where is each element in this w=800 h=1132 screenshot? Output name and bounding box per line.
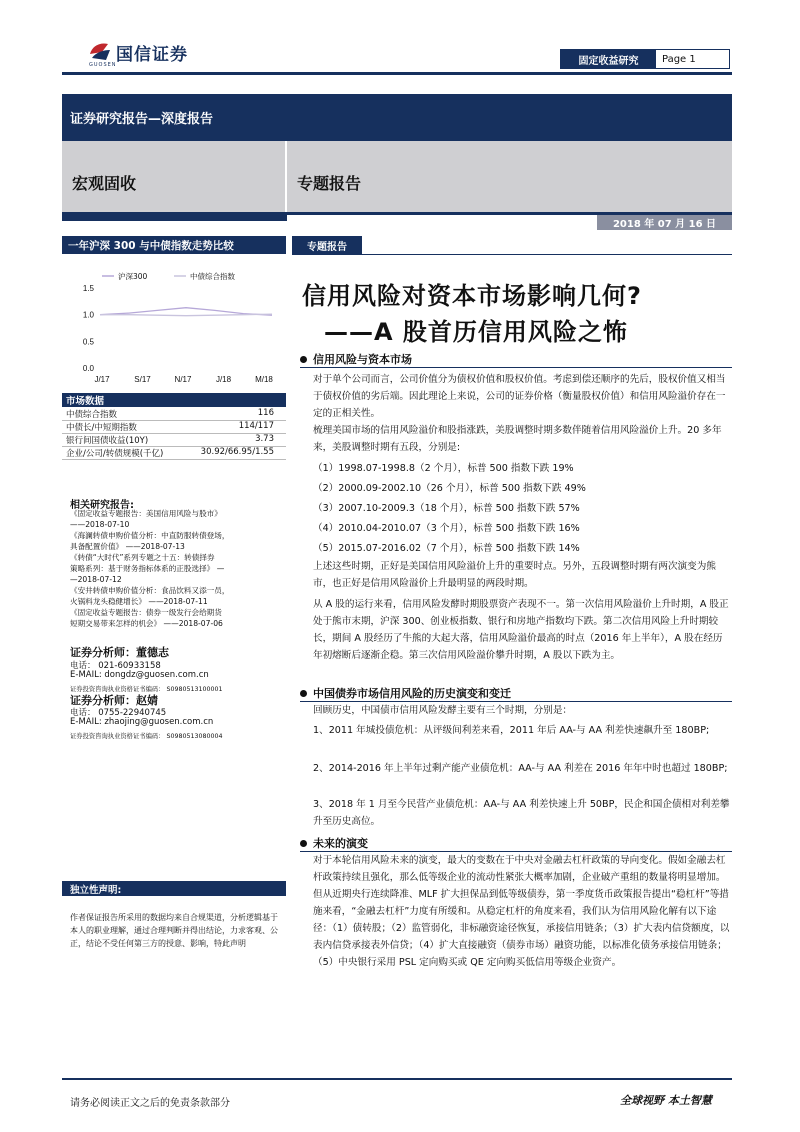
bullet-icon xyxy=(300,690,307,697)
related-report-line: 具备配置价值》 ——2018-07-13 xyxy=(70,542,185,551)
bullet-icon xyxy=(300,840,307,847)
related-report-line: 策略系列：基于财务指标体系的正股选择》 — xyxy=(70,564,225,573)
bullet-icon xyxy=(300,356,307,363)
market-value: 114/117 xyxy=(238,421,274,431)
paragraph: 3、2018 年 1 月至今民营产业债危机：AA-与 AA 利差快速上升 50BP，民企和国企债相对利差攀升至历史高位。 xyxy=(313,799,730,827)
analyst-phone: 电话： 0755-22940745 xyxy=(70,708,167,718)
header-category: 固定收益研究 xyxy=(561,50,656,68)
market-value: 3.73 xyxy=(255,434,274,444)
paragraph: 对于本轮信用风险未来的演变，最大的变数在于中央对金融去杠杆政策的导向变化。假如金融去杠杆政策持续且强化，那么低等级企业的流动性紧张大概率加剧，企业破产重组的数量将明显增加。但从近期央行连续降准、MLF 扩大担保品到低等级债券，第一季度货币政策报告提出“稳杠杆”等措施来看，“金融去杠杆”力度有所缓和。从稳定杠杆的角度来看，我们认为信用风险化解有以下途径：（1）债转股；（2）监管弱化，非标融资途径恢复，承接信用链条；（3）扩大表内信贷额度，以表内信贷承接表外信贷；（4）扩大直接融资（债券市场）融资功能，以标准化债务承接信用链条；（5）中央银行采用 PSL 定向购买或 QE 定向购买低信用等级企业资产。 xyxy=(313,855,730,968)
related-report-line: ——2018-07-10 xyxy=(70,520,130,529)
x-tick-label: M/18 xyxy=(255,375,273,384)
page-number: Page 1 xyxy=(662,53,696,65)
section-heading: 信用风险与资本市场 xyxy=(300,351,412,367)
section-rule xyxy=(300,367,732,368)
footer-disclaimer: 请务必阅读正文之后的免责条款部分 xyxy=(70,1098,230,1109)
x-tick-label: N/17 xyxy=(174,375,192,384)
independence-text: 作者保证报告所采用的数据均来自合规渠道，分析逻辑基于本人的职业理解，通过合理判断并得出结论，力求客观、公正，结论不受任何第三方的授意、影响，特此声明 xyxy=(70,913,278,948)
analyst-cert: 证券投资咨询执业资格证书编码： S0980513080004 xyxy=(70,733,223,740)
logo-sub: GUOSEN xyxy=(89,62,117,68)
analyst-email[interactable]: E-MAIL: dongdz@guosen.com.cn xyxy=(70,670,209,680)
market-row xyxy=(62,421,286,434)
market-label: 中债综合指数 xyxy=(66,410,118,420)
related-report-line: —2018-07-12 xyxy=(70,575,122,584)
header-rule xyxy=(62,72,732,75)
related-report-line: 《转债“大时代”系列专题之十五：转债择券 xyxy=(70,553,215,562)
list-item: （5）2015.07-2016.02（7 个月），标普 500 指数下跌 14% xyxy=(313,543,580,554)
analyst-phone: 电话： 021-60933158 xyxy=(70,661,161,671)
left-category: 宏观固收 xyxy=(72,174,137,193)
list-item: （3）2007.10-2009.3（18 个月），标普 500 指数下跌 57% xyxy=(313,503,580,514)
market-value: 116 xyxy=(257,408,274,418)
market-label: 企业/公司/转债规模(千亿) xyxy=(66,449,164,459)
independence-heading: 独立性声明: xyxy=(62,881,286,896)
index-chart xyxy=(62,262,286,390)
y-tick-label: 0.5 xyxy=(82,337,94,347)
y-tick-label: 1.0 xyxy=(82,310,94,320)
section-tag: 专题报告 xyxy=(292,236,362,254)
market-data-heading: 市场数据 xyxy=(62,393,286,407)
list-item: （4）2010.04-2010.07（3 个月），标普 500 指数下跌 16% xyxy=(313,523,580,534)
right-category-band xyxy=(287,141,732,212)
related-report-line: 火锅料龙头稳健增长》 ——2018-07-11 xyxy=(70,597,208,606)
paragraph: 从 A 股的运行来看，信用风险发酵时期股票资产表现不一。第一次信用风险溢价上升时期，A 股正处于熊市末期，沪深 300、创业板指数、银行和房地产指数均下跌。第二次信用风险上升时期较长，期间 A 股经历了牛熊的大起大落，信用风险溢价最高的时点（2016 年上半年），A 股在经历年初熔断后逐渐企稳。第三次信用风险溢价攀升时期，A 股以下跌为主。 xyxy=(313,599,729,661)
analyst-name: 证券分析师：赵婧 xyxy=(70,694,158,707)
related-report-line: 《安井转债申购价值分析：食品饮料又添一员， xyxy=(70,586,230,595)
market-row xyxy=(62,408,286,421)
market-label: 中债长/中短期指数 xyxy=(66,423,137,433)
related-report-line: 《海澜转债申购价值分析：中直防服转债登场， xyxy=(70,531,230,540)
related-report-line: 短期交易带来怎样的机会》 ——2018-07-06 xyxy=(70,619,223,628)
footer-slogan: 全球视野 本土智慧 xyxy=(620,1094,712,1107)
y-tick-label: 0.0 xyxy=(82,364,94,373)
section-tag-rule xyxy=(292,254,732,255)
analyst-email[interactable]: E-MAIL: zhaojing@guosen.com.cn xyxy=(70,717,214,727)
market-row xyxy=(62,447,286,460)
legend-label: 沪深300 xyxy=(118,272,148,281)
chart-heading: 一年沪深 300 与中债指数走势比较 xyxy=(62,236,286,254)
related-reports-title: 相关研究报告: xyxy=(70,500,134,511)
list-item: （1）1998.07-1998.8（2 个月），标普 500 指数下跌 19% xyxy=(313,463,574,474)
series-line xyxy=(100,314,272,316)
paragraph: 对于单个公司而言，公司价值分为债权价值和股权价值。考虑到偿还顺序的先后，股权价值又相当于债权价值的劣后端。因此理论上来说，公司的证券价格（衡量股权价值）和信用风险溢价存在一定的正相关性。 xyxy=(313,374,726,419)
logo-name: 国信证券 xyxy=(116,45,188,65)
analyst-cert: 证券投资咨询执业资格证书编码： S0980513100001 xyxy=(70,686,223,693)
y-tick-label: 1.5 xyxy=(82,284,94,293)
related-report-line: 《固定收益专题报告：美国信用风险与股市》 xyxy=(70,509,222,518)
left-category-band xyxy=(62,141,286,212)
header-box xyxy=(560,49,730,69)
x-tick-label: J/18 xyxy=(215,375,232,384)
paragraph: 回顾历史，中国债市信用风险发酵主要有三个时期，分别是： xyxy=(313,705,573,716)
report-type: 证券研究报告—深度报告 xyxy=(70,112,214,127)
related-report-line: 《固定收益专题报告：债券一级发行会给期货 xyxy=(70,608,222,617)
report-date: 2018 年 07 月 16 日 xyxy=(597,215,732,230)
report-type-band xyxy=(62,94,732,141)
page-title: 信用风险对资本市场影响几何? xyxy=(302,282,642,310)
list-item: （2）2000.09-2002.10（26 个月），标普 500 指数下跌 49% xyxy=(313,483,586,494)
page-subtitle: ——A 股首历信用风险之怖 xyxy=(324,318,628,346)
footer-rule xyxy=(62,1078,732,1080)
market-label: 银行间国债收益(10Y) xyxy=(66,436,149,446)
market-row xyxy=(62,434,286,447)
section-heading: 未来的演变 xyxy=(300,835,368,851)
section-heading: 中国债券市场信用风险的历史演变和变迁 xyxy=(300,685,511,701)
paragraph: 梳理美国市场的信用风险溢价和股指涨跌，美股调整时期多数伴随着信用风险溢价上升。20 多年来，美股调整时期有五段，分别是: xyxy=(313,425,722,453)
paragraph: 2、2014-2016 年上半年过剩产能产业债危机：AA-与 AA 利差在 2016 年年中时也超过 180BP; xyxy=(313,763,728,774)
analyst-name: 证券分析师：董德志 xyxy=(70,646,169,659)
guosen-logo-icon xyxy=(88,40,112,64)
paragraph: 1、2011 年城投债危机：从评级间利差来看，2011 年后 AA-与 AA 利差快速飙升至 180BP; xyxy=(313,725,710,736)
x-tick-label: S/17 xyxy=(134,375,151,384)
date-box xyxy=(287,212,732,233)
market-value: 30.92/66.95/1.55 xyxy=(200,447,274,457)
legend-label: 中债综合指数 xyxy=(190,272,235,281)
paragraph: 上述这些时期，正好是美国信用风险溢价上升的重要时点。另外，五段调整时期有两次演变为熊市，也正好是信用风险溢价上升最明显的两段时期。 xyxy=(313,561,716,589)
x-tick-label: J/17 xyxy=(94,375,110,384)
right-category: 专题报告 xyxy=(297,174,362,193)
